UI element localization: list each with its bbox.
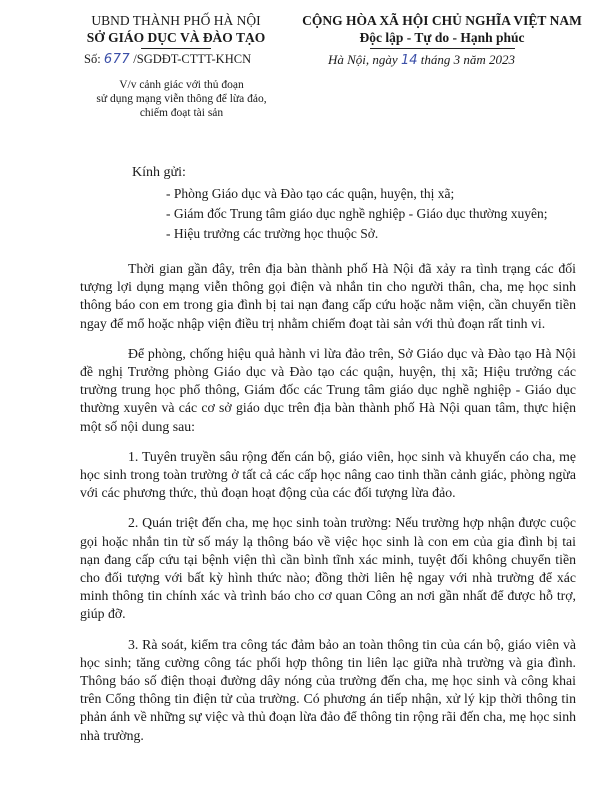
recipient-item: - Phòng Giáo dục và Đào tạo các quận, huyện, thị xã; (166, 186, 455, 201)
date-day-handwritten: 14 (400, 53, 418, 68)
motto-underline (370, 48, 515, 49)
document-body (80, 260, 576, 757)
date-prefix: Hà Nội, ngày (328, 52, 401, 67)
doc-no-handwritten: 677 (103, 52, 131, 67)
recipient-item: - Hiệu trưởng các trường học thuộc Sở. (166, 226, 379, 241)
body-paragraph: 3. Rà soát, kiểm tra công tác đảm bảo an toàn thông tin của cán bộ, giáo viên và học sinh; tăng cường công tác phối hợp thông tin liên lạc giữa nhà trường và gia đình. Thông báo số điện thoại đường dây nóng của trường đến cha, mẹ học sinh và công khai trên Cổng thông tin điện tử của trường. Có phương án tiếp nhận, xử lý kịp thời thông tin phản ánh về những sự việc và thủ đoạn lừa đảo để thông tin rộng rãi đến cha, mẹ học sinh nhà trường. (80, 636, 576, 743)
national-header (284, 12, 600, 49)
doc-no-prefix: Số: (84, 52, 104, 66)
issuer-underline (141, 48, 211, 49)
subject-line: V/v cảnh giác với thủ đoạn (119, 79, 244, 91)
subject-line: chiếm đoạt tài sản (139, 107, 224, 119)
document-number (84, 52, 251, 67)
recipient-item: - Giám đốc Trung tâm giáo dục nghề nghiệp - Giáo dục thường xuyên; (166, 206, 548, 221)
nation-title: CỘNG HÒA XÃ HỘI CHỦ NGHĨA VIỆT NAM (302, 13, 582, 28)
national-motto: Độc lập - Tự do - Hạnh phúc (359, 30, 525, 45)
dateline (328, 52, 515, 68)
body-paragraph: 2. Quán triệt đến cha, mẹ học sinh toàn trường: Nếu trường hợp nhận được cuộc gọi hoặc nhắn tin từ số máy lạ thông báo về việc học sinh là con em của gia đình bị tai nạn đang cấp cứu tại bệnh viện thì cần bình tĩnh xác minh, tuyệt đối không chuyển tiền cho đối tượng với bất kỳ hình thức nào; đồng thời liên hệ ngay với nhà trường để xác minh thông tin chính xác và trình báo cho cơ quan Công an nơi gần nhất để được hỗ trợ, giúp đỡ. (80, 515, 576, 622)
date-suffix: tháng 3 năm 2023 (417, 52, 515, 67)
issuer-dept: SỞ GIÁO DỤC VÀ ĐÀO TẠO (86, 30, 266, 45)
doc-no-suffix: /SGDĐT-CTTT-KHCN (130, 52, 252, 66)
issuer-block (62, 12, 290, 49)
issuer-org: UBND THÀNH PHỐ HÀ NỘI (91, 13, 261, 28)
recipients-label: Kính gửi: (132, 165, 186, 180)
body-paragraph: Để phòng, chống hiệu quả hành vi lừa đảo trên, Sở Giáo dục và Đào tạo Hà Nội đề nghị Trưởng phòng Giáo dục và Đào tạo các quận, huyện, thị xã; Hiệu trưởng các trường trung học phổ thông, Giám đốc các Trung tâm giáo dục nghề nghiệp - Giáo dục thường xuyên và các cơ sở giáo dục trên địa bàn thành phố Hà Nội quan tâm, thực hiện một số nội dung sau: (80, 345, 576, 434)
body-paragraph: 1. Tuyên truyền sâu rộng đến cán bộ, giáo viên, học sinh và khuyến cáo cha, mẹ học sinh trong toàn trường ở tất cả các cấp học nâng cao tinh thần cảnh giác, phòng ngừa với các phương thức, thủ đoạn hoạt động của các đối tượng lừa đảo. (80, 448, 576, 501)
subject-block (64, 78, 299, 120)
subject-line: sử dụng mạng viễn thông để lừa đảo, (96, 93, 267, 105)
recipients-list (166, 184, 596, 244)
body-paragraph: Thời gian gần đây, trên địa bàn thành phố Hà Nội đã xảy ra tình trạng các đối tượng lợi dụng mạng viễn thông gọi điện và nhắn tin cho người thân, cha, mẹ học sinh thông báo con em trong gia đình bị tai nạn đang cấp cứu hoặc nằm viện, cần chuyển tiền ngay để mổ hoặc nhập viện điều trị nhằm chiếm đoạt tài sản với thủ đoạn rất tinh vi. (80, 261, 576, 331)
